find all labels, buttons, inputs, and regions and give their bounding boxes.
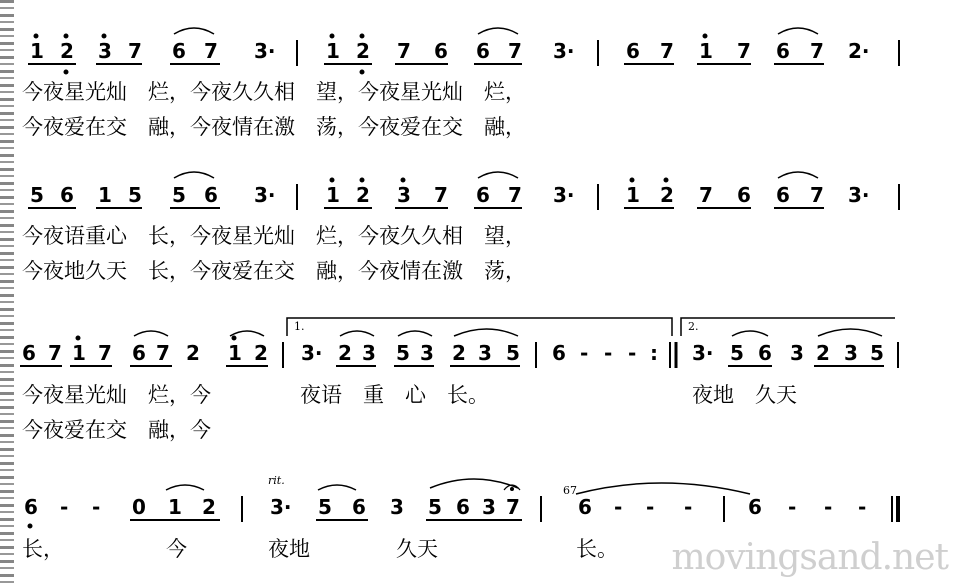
- svg-text:6: 6: [352, 495, 366, 519]
- svg-text:1: 1: [699, 39, 713, 63]
- svg-text:-: -: [788, 495, 797, 519]
- system-3: [22, 341, 898, 368]
- lyric-line-1-2: 今夜爱在交 融，今夜情在激 荡，今夜爱在交 融，: [22, 115, 526, 139]
- svg-text:6: 6: [552, 341, 566, 365]
- svg-text:3·: 3·: [270, 495, 292, 519]
- svg-text:3·: 3·: [692, 341, 714, 365]
- svg-text:3: 3: [790, 341, 804, 365]
- svg-text:1: 1: [168, 495, 182, 519]
- svg-text:7: 7: [508, 183, 522, 207]
- svg-text:6: 6: [578, 495, 592, 519]
- svg-text:-: -: [684, 495, 693, 519]
- svg-text:7: 7: [98, 341, 112, 365]
- svg-text:6: 6: [758, 341, 772, 365]
- svg-text:6: 6: [132, 341, 146, 365]
- lyric-4-e: 长。: [576, 537, 618, 561]
- svg-text:6: 6: [60, 183, 74, 207]
- svg-text:2: 2: [660, 183, 674, 207]
- lyric-line-3-1c: 夜地 久天: [692, 383, 797, 407]
- lyric-line-2-1: 今夜语重心 长，今夜星光灿 烂，今夜久久相 望，: [22, 224, 526, 248]
- lyric-line-3-1a: 今夜星光灿 烂，今: [22, 383, 211, 407]
- svg-text:-: -: [646, 495, 655, 519]
- svg-text:3·: 3·: [848, 183, 870, 207]
- svg-text:-: -: [60, 495, 69, 519]
- svg-text:5: 5: [172, 183, 186, 207]
- svg-text:7: 7: [737, 39, 751, 63]
- svg-text:3: 3: [390, 495, 404, 519]
- svg-text:1: 1: [30, 39, 44, 63]
- svg-text:7: 7: [128, 39, 142, 63]
- svg-text:6: 6: [172, 39, 186, 63]
- svg-text:7: 7: [397, 39, 411, 63]
- svg-text:2: 2: [186, 341, 200, 365]
- svg-text:7: 7: [204, 39, 218, 63]
- svg-text:2: 2: [816, 341, 830, 365]
- svg-text:7: 7: [508, 39, 522, 63]
- svg-text:1: 1: [326, 39, 340, 63]
- svg-text:1: 1: [228, 341, 242, 365]
- svg-text:7: 7: [434, 183, 448, 207]
- svg-text:7: 7: [810, 39, 824, 63]
- svg-text:6: 6: [748, 495, 762, 519]
- lyric-line-3-2: 今夜爱在交 融，今: [22, 418, 211, 442]
- svg-text:3: 3: [397, 183, 411, 207]
- svg-text:3·: 3·: [254, 183, 276, 207]
- svg-text:6: 6: [776, 39, 790, 63]
- system-2: [30, 183, 899, 210]
- svg-text:2: 2: [356, 183, 370, 207]
- svg-text:3: 3: [362, 341, 376, 365]
- svg-text:1: 1: [98, 183, 112, 207]
- system-4: [24, 495, 898, 522]
- svg-text:1: 1: [626, 183, 640, 207]
- svg-text:6: 6: [434, 39, 448, 63]
- svg-text:3·: 3·: [254, 39, 276, 63]
- svg-text:3·: 3·: [553, 183, 575, 207]
- svg-text:2: 2: [254, 341, 268, 365]
- svg-text:6: 6: [776, 183, 790, 207]
- lyric-4-d: 久天: [396, 537, 438, 561]
- lyric-4-c: 夜地: [268, 537, 310, 561]
- grace-notes: 67: [563, 484, 577, 497]
- svg-text::: :: [650, 341, 658, 365]
- svg-text:3: 3: [98, 39, 112, 63]
- svg-text:5: 5: [506, 341, 520, 365]
- svg-text:3·: 3·: [553, 39, 575, 63]
- svg-text:6: 6: [204, 183, 218, 207]
- svg-text:1: 1: [326, 183, 340, 207]
- svg-text:6: 6: [737, 183, 751, 207]
- svg-text:3: 3: [482, 495, 496, 519]
- svg-text:7: 7: [810, 183, 824, 207]
- svg-text:1: 1: [72, 341, 86, 365]
- svg-text:2: 2: [356, 39, 370, 63]
- lyric-line-2-2: 今夜地久天 长，今夜爱在交 融，今夜情在激 荡，: [22, 259, 526, 283]
- lyric-line-1-1: 今夜星光灿 烂，今夜久久相 望，今夜星光灿 烂，: [22, 80, 526, 104]
- svg-text:7: 7: [506, 495, 520, 519]
- svg-text:6: 6: [476, 39, 490, 63]
- svg-text:5: 5: [30, 183, 44, 207]
- svg-text:2: 2: [452, 341, 466, 365]
- svg-text:5: 5: [730, 341, 744, 365]
- svg-text:2: 2: [338, 341, 352, 365]
- svg-text:5: 5: [396, 341, 410, 365]
- svg-text:7: 7: [156, 341, 170, 365]
- svg-text:-: -: [614, 495, 623, 519]
- lyric-4-b: 今: [166, 537, 187, 561]
- watermark: movingsand.net: [671, 537, 948, 578]
- volta-1: 1.: [294, 320, 305, 333]
- svg-text:0: 0: [132, 495, 146, 519]
- svg-text:7: 7: [660, 39, 674, 63]
- lyric-4-a: 长，: [22, 537, 64, 561]
- svg-text:-: -: [604, 341, 613, 365]
- system-1: [30, 39, 899, 66]
- svg-text:6: 6: [456, 495, 470, 519]
- tempo-rit: rit.: [268, 474, 285, 487]
- svg-text:3: 3: [844, 341, 858, 365]
- svg-text:5: 5: [318, 495, 332, 519]
- svg-text:2: 2: [60, 39, 74, 63]
- svg-text:5: 5: [128, 183, 142, 207]
- svg-text:5: 5: [870, 341, 884, 365]
- svg-text:-: -: [92, 495, 101, 519]
- svg-text:-: -: [824, 495, 833, 519]
- svg-text:3·: 3·: [301, 341, 323, 365]
- svg-text:6: 6: [626, 39, 640, 63]
- svg-text:-: -: [628, 341, 637, 365]
- volta-2: 2.: [688, 320, 699, 333]
- svg-text:3: 3: [420, 341, 434, 365]
- svg-text:-: -: [858, 495, 867, 519]
- svg-text:7: 7: [48, 341, 62, 365]
- svg-text:6: 6: [22, 341, 36, 365]
- svg-text:5: 5: [428, 495, 442, 519]
- svg-text:2: 2: [202, 495, 216, 519]
- svg-text:2·: 2·: [848, 39, 870, 63]
- svg-text:6: 6: [24, 495, 38, 519]
- lyric-line-4: [22, 537, 618, 562]
- svg-text:-: -: [580, 341, 589, 365]
- lyric-line-3-1b: 夜语 重 心 长。: [300, 383, 489, 407]
- svg-text:6: 6: [476, 183, 490, 207]
- svg-text:3: 3: [478, 341, 492, 365]
- system-3-volta: [287, 318, 895, 336]
- svg-text:7: 7: [699, 183, 713, 207]
